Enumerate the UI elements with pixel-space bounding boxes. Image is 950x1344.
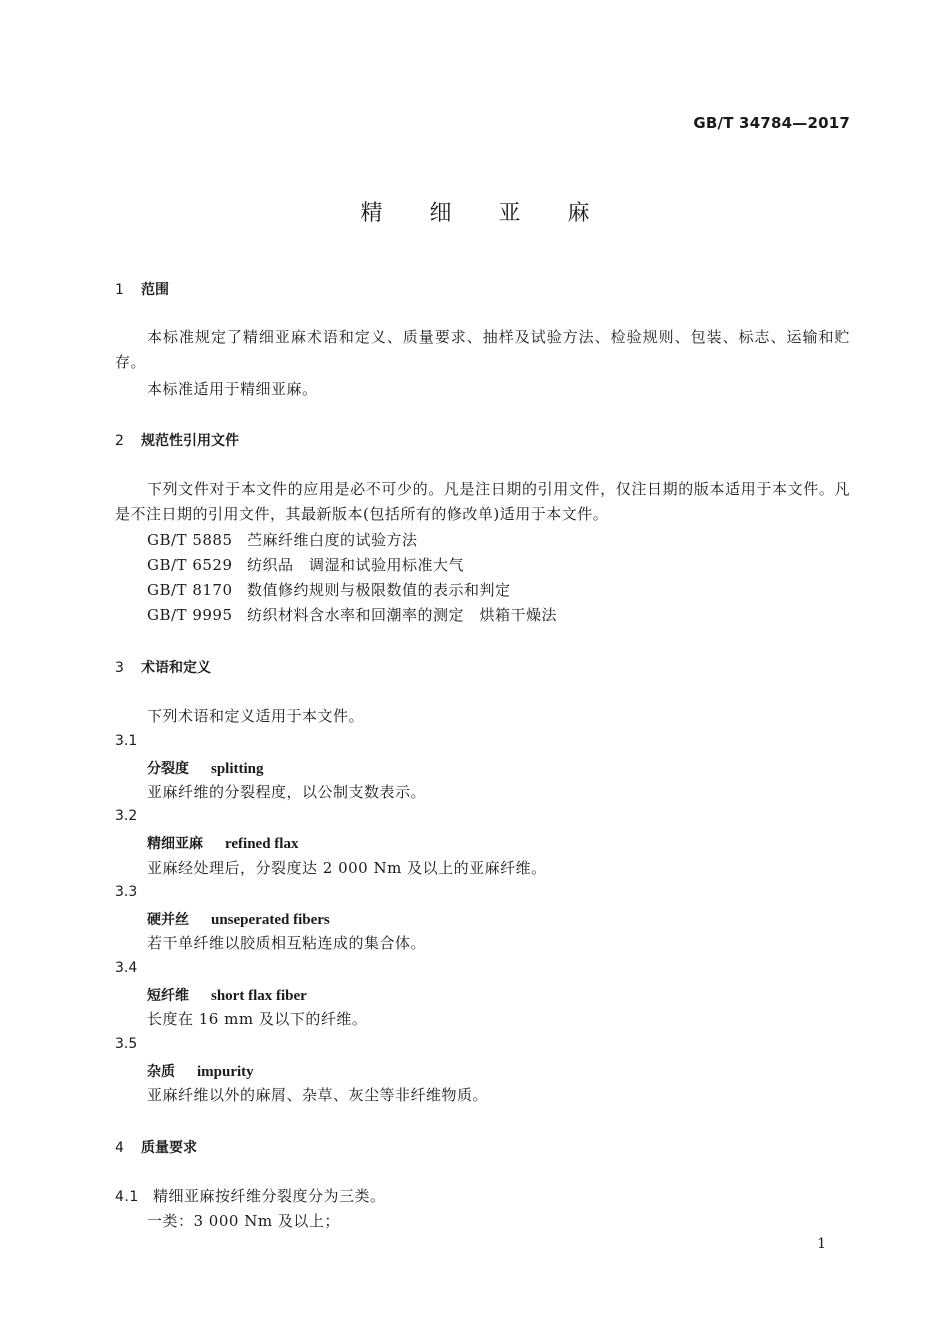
- reference-title: 纺织品 调湿和试验用标准大气: [247, 556, 465, 574]
- section-2-heading: [115, 430, 239, 450]
- reference-title: 纺织材料含水率和回潮率的测定 烘箱干燥法: [247, 606, 558, 624]
- section-number: 2: [115, 433, 124, 449]
- term-number: 3.5: [115, 1036, 138, 1052]
- term-zh: 硬并丝: [147, 912, 189, 928]
- clause-number: 4.1: [115, 1189, 139, 1205]
- term-heading: [147, 833, 298, 853]
- section-title: 术语和定义: [141, 660, 211, 676]
- reference-code: GB/T 9995: [147, 606, 233, 624]
- section-1-heading: [115, 279, 169, 299]
- reference-code: GB/T 6529: [147, 556, 233, 574]
- term-heading: [147, 909, 330, 929]
- term-zh: 精细亚麻: [147, 836, 203, 852]
- reference-title: 数值修约规则与极限数值的表示和判定: [247, 581, 511, 599]
- reference-code: GB/T 5885: [147, 531, 233, 549]
- term-definition: 亚麻纤维的分裂程度，以公制支数表示。: [147, 783, 427, 801]
- clause-text: 精细亚麻按纤维分裂度分为三类。: [153, 1187, 386, 1205]
- reference-title: 苎麻纤维白度的试验方法: [247, 531, 418, 549]
- term-en: splitting: [211, 761, 264, 777]
- term-heading: [147, 758, 264, 778]
- section-title: 规范性引用文件: [141, 433, 239, 449]
- term-zh: 短纤维: [147, 988, 189, 1004]
- term-definition: 长度在 16 mm 及以下的纤维。: [147, 1010, 368, 1028]
- term-en: short flax fiber: [211, 988, 307, 1004]
- reference-item: [147, 604, 557, 625]
- paragraph: 下列文件对于本文件的应用是必不可少的。凡是注日期的引用文件，仅注日期的版本适用于本文件。凡是不注日期的引用文件，其最新版本(包括所有的修改单)适用于本文件。: [115, 480, 850, 523]
- reference-item: [147, 579, 511, 600]
- term-number: 3.4: [115, 960, 138, 976]
- section-title: 范围: [141, 282, 169, 298]
- section-number: 4: [115, 1140, 124, 1156]
- term-heading: [147, 985, 307, 1005]
- clause-4-1: [115, 1185, 386, 1206]
- term-definition: 亚麻经处理后，分裂度达 2 000 Nm 及以上的亚麻纤维。: [147, 859, 547, 877]
- term-number: 3.1: [115, 733, 138, 749]
- section-number: 3: [115, 660, 124, 676]
- term-number: 3.2: [115, 808, 138, 824]
- reference-item: [147, 529, 418, 550]
- paragraph: 下列术语和定义适用于本文件。: [147, 707, 365, 725]
- term-zh: 杂质: [147, 1064, 175, 1080]
- term-number: 3.3: [115, 884, 138, 900]
- standard-code: GB/T 34784—2017: [693, 114, 850, 132]
- term-definition: 亚麻纤维以外的麻屑、杂草、灰尘等非纤维物质。: [147, 1086, 489, 1104]
- section-number: 1: [115, 282, 124, 298]
- term-en: unseperated fibers: [211, 912, 330, 928]
- reference-code: GB/T 8170: [147, 581, 233, 599]
- paragraph: 本标准规定了精细亚麻术语和定义、质量要求、抽样及试验方法、检验规则、包装、标志、运输和贮存。: [115, 328, 850, 371]
- paragraph: 本标准适用于精细亚麻。: [147, 380, 318, 398]
- page-number: 1: [817, 1236, 826, 1252]
- section-title: 质量要求: [141, 1140, 197, 1156]
- term-heading: [147, 1061, 254, 1081]
- section-4-heading: [115, 1137, 197, 1157]
- term-en: impurity: [197, 1064, 254, 1080]
- list-item: 一类：3 000 Nm 及以上；: [147, 1212, 340, 1230]
- section-3-heading: [115, 657, 211, 677]
- term-zh: 分裂度: [147, 761, 189, 777]
- document-title: 精 细 亚 麻: [360, 201, 610, 226]
- term-en: refined flax: [225, 836, 299, 852]
- reference-item: [147, 554, 464, 575]
- term-definition: 若干单纤维以胶质相互粘连成的集合体。: [147, 934, 427, 952]
